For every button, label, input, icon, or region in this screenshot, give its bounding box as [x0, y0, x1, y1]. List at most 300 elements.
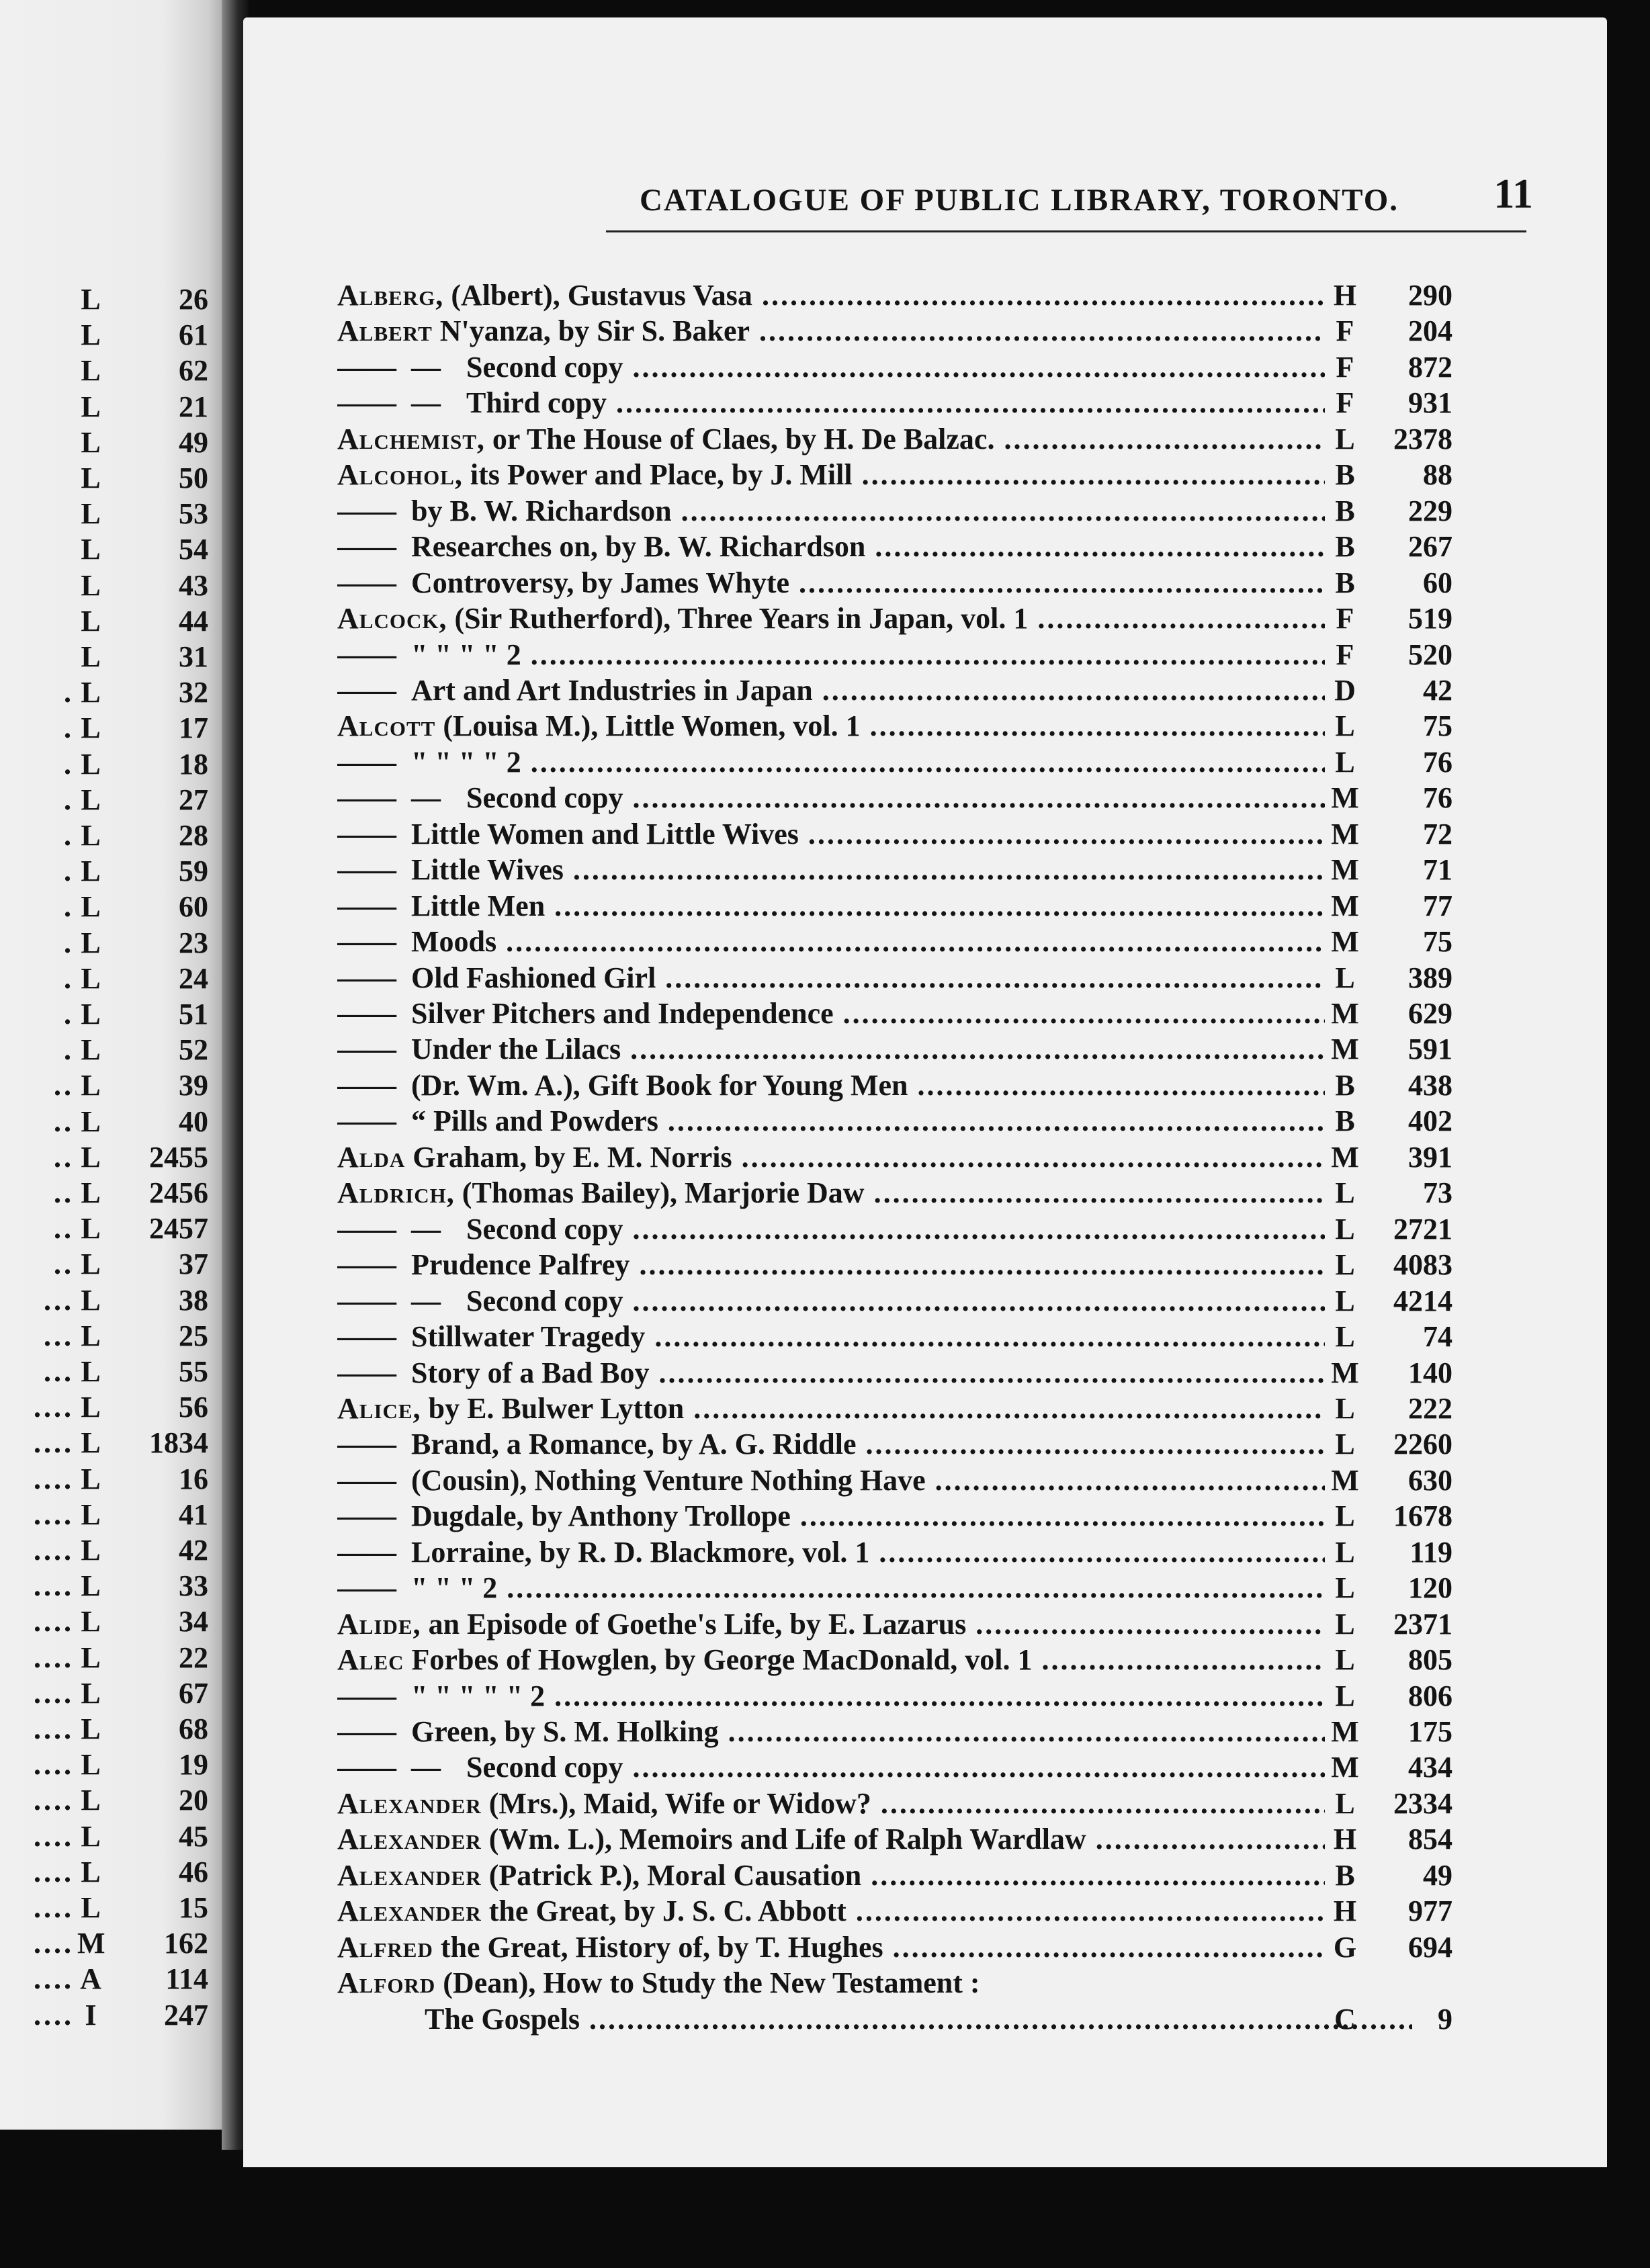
entry-shelf-number: 175	[1408, 1715, 1452, 1748]
ditto-dash: ——	[337, 961, 396, 994]
left-row-class: L	[81, 1676, 101, 1710]
left-page-row	[0, 318, 208, 353]
left-row-number: 27	[179, 783, 208, 816]
left-row-number: 40	[179, 1104, 208, 1138]
entry-shelf-number: 73	[1423, 1176, 1452, 1210]
left-row-class: L	[81, 819, 101, 852]
entry-text: Old Fashioned Girl	[411, 961, 656, 994]
left-row-leader: ....	[34, 1855, 74, 1888]
left-row-number: 20	[179, 1784, 208, 1817]
entry-text: (Albert), Gustavus Vasa	[443, 279, 752, 312]
left-row-leader: .	[64, 783, 74, 816]
entry-text: Prudence Palfrey	[411, 1248, 630, 1282]
left-row-leader: ....	[34, 1962, 74, 1996]
entry-title	[337, 314, 1325, 349]
left-row-leader: ...	[44, 1355, 74, 1388]
left-row-leader: ..	[54, 1140, 74, 1174]
entry-shelf-number: 74	[1423, 1320, 1452, 1354]
ditto-dash: ——	[337, 1679, 396, 1712]
left-row-leader: ....	[34, 1426, 74, 1460]
left-row-number: 31	[179, 640, 208, 673]
entry-shelf-number: 389	[1408, 961, 1452, 994]
entry-title	[337, 817, 1325, 852]
catalogue-entries	[243, 17, 1607, 2167]
entry-lead-word: Alchemist,	[337, 422, 485, 455]
left-row-leader: ...	[44, 1319, 74, 1352]
left-row-class: L	[81, 890, 101, 924]
entry-title	[337, 1607, 1325, 1642]
left-row-number: 62	[179, 354, 208, 388]
ditto-dash: —	[411, 386, 441, 420]
left-page-row	[0, 675, 208, 710]
left-row-number: 56	[179, 1391, 208, 1424]
entry-title	[337, 1643, 1325, 1677]
entry-shelf-number: 977	[1408, 1894, 1452, 1928]
left-page-row	[0, 282, 208, 317]
left-row-leader: ....	[34, 1641, 74, 1674]
entry-text: an Episode of Goethe's Life, by E. Lazarus	[421, 1607, 967, 1641]
entry-class-letter: L	[1335, 1212, 1355, 1246]
entry-title	[337, 1679, 1325, 1714]
entry-class-letter: B	[1335, 1104, 1355, 1138]
catalogue-entry	[337, 745, 1540, 780]
left-page-row	[0, 1533, 208, 1568]
left-row-class: L	[81, 1283, 101, 1317]
left-row-number: 37	[179, 1248, 208, 1281]
left-row-class: L	[81, 1569, 101, 1603]
ditto-dash: ——	[337, 638, 396, 671]
catalogue-entry	[337, 1930, 1540, 1965]
catalogue-entry	[337, 996, 1540, 1031]
catalogue-entry	[337, 1212, 1540, 1247]
left-page-row	[0, 353, 208, 388]
left-row-class: L	[81, 283, 101, 316]
entry-lead-word: Alexander	[337, 1858, 482, 1892]
entry-class-letter: B	[1335, 458, 1355, 492]
left-page-row	[0, 1462, 208, 1497]
left-row-number: 41	[179, 1497, 208, 1531]
left-row-leader: ...	[44, 1283, 74, 1317]
left-row-number: 247	[164, 1998, 208, 2032]
entry-class-letter: B	[1335, 566, 1355, 599]
ditto-dash: ——	[337, 889, 396, 922]
ditto-dash: —	[411, 1284, 441, 1317]
entry-title	[337, 457, 1325, 492]
left-row-class: L	[81, 425, 101, 459]
entry-lead-word: Alice,	[337, 1391, 421, 1425]
left-row-number: 22	[179, 1641, 208, 1674]
entry-shelf-number: 854	[1408, 1823, 1452, 1856]
entry-title	[337, 529, 1325, 564]
left-row-leader: .	[64, 855, 74, 888]
entry-shelf-number: 88	[1423, 458, 1452, 492]
catalogue-entry	[337, 889, 1540, 924]
entry-title	[337, 278, 1325, 313]
catalogue-entry	[337, 422, 1540, 457]
left-row-number: 21	[179, 390, 208, 423]
ditto-dash: ——	[337, 1356, 396, 1389]
entry-text: Lorraine, by R. D. Blackmore, vol. 1	[411, 1535, 870, 1569]
left-page-row	[0, 711, 208, 746]
left-page-row	[0, 568, 208, 603]
left-page-row	[0, 390, 208, 425]
left-row-number: 17	[179, 711, 208, 745]
entry-class-letter: M	[1331, 1463, 1359, 1497]
catalogue-entry	[337, 638, 1540, 672]
left-row-number: 16	[179, 1462, 208, 1495]
left-row-number: 25	[179, 1319, 208, 1352]
left-row-leader: ....	[34, 1784, 74, 1817]
entry-title	[337, 350, 1325, 385]
left-row-number: 19	[179, 1748, 208, 1782]
left-row-number: 43	[179, 568, 208, 602]
entry-class-letter: M	[1331, 1140, 1359, 1174]
entry-class-letter: L	[1335, 1320, 1355, 1354]
catalogue-entry	[337, 1894, 1540, 1929]
left-row-leader: ....	[34, 1998, 74, 2032]
catalogue-entry	[337, 961, 1540, 996]
entry-text: Moods	[411, 925, 497, 959]
left-page-row	[0, 1211, 208, 1246]
entry-class-letter: M	[1331, 817, 1359, 850]
catalogue-entry	[337, 1032, 1540, 1067]
left-page-row	[0, 1783, 208, 1818]
entry-title	[337, 1032, 1325, 1067]
entry-class-letter: L	[1335, 1571, 1355, 1605]
entry-text: “ Pills and Powders	[411, 1104, 658, 1138]
page-number: 11	[1493, 171, 1533, 217]
left-page-row	[0, 1068, 208, 1103]
left-page-row	[0, 1747, 208, 1782]
catalogue-entry	[337, 350, 1540, 385]
left-row-class: L	[81, 1641, 101, 1674]
ditto-dash: ——	[337, 1751, 396, 1784]
entry-text: Brand, a Romance, by A. G. Riddle	[411, 1428, 857, 1461]
entry-class-letter: F	[1336, 314, 1354, 348]
catalogue-entry	[337, 457, 1540, 492]
left-page-row	[0, 926, 208, 961]
catalogue-entry	[337, 1104, 1540, 1139]
entry-class-letter: B	[1335, 1068, 1355, 1102]
ditto-dash: —	[411, 350, 441, 384]
entry-shelf-number: 290	[1408, 279, 1452, 312]
ditto-dash: ——	[337, 817, 396, 850]
catalogue-entry	[337, 2002, 1540, 2037]
left-row-leader: ..	[54, 1248, 74, 1281]
entry-text: (Patrick P.), Moral Causation	[481, 1858, 862, 1892]
entry-class-letter: F	[1336, 386, 1354, 420]
left-page-row	[0, 1604, 208, 1639]
entry-title	[337, 386, 1325, 421]
entry-title	[337, 1319, 1325, 1354]
entry-text: by E. Bulwer Lytton	[421, 1391, 685, 1425]
catalogue-entry	[337, 278, 1540, 313]
entry-lead-word: Alberg,	[337, 279, 444, 312]
left-row-class: L	[81, 497, 101, 531]
entry-shelf-number: 591	[1408, 1033, 1452, 1066]
entry-class-letter: B	[1335, 494, 1355, 527]
entry-title	[337, 1966, 1325, 2001]
entry-class-letter: L	[1335, 1607, 1355, 1641]
left-page-row	[0, 604, 208, 639]
entry-title	[337, 996, 1325, 1031]
entry-class-letter: M	[1331, 781, 1359, 815]
entry-lead-word: Alcott	[337, 709, 436, 743]
entry-text: Art and Art Industries in Japan	[411, 673, 813, 707]
entry-shelf-number: 222	[1408, 1391, 1452, 1425]
entry-lead-word: Alexander	[337, 1786, 482, 1820]
catalogue-entry	[337, 1319, 1540, 1354]
left-page-row	[0, 532, 208, 567]
entry-shelf-number: 1678	[1393, 1499, 1452, 1533]
entry-lead-word: Alec	[337, 1643, 404, 1677]
ditto-dash: ——	[337, 745, 396, 779]
entry-class-letter: L	[1335, 1428, 1355, 1461]
entry-shelf-number: 806	[1408, 1679, 1452, 1712]
left-page-row	[0, 1641, 208, 1675]
left-row-class: L	[81, 604, 101, 638]
entry-class-letter: M	[1331, 889, 1359, 922]
entry-class-letter: L	[1335, 745, 1355, 779]
left-row-number: 54	[179, 533, 208, 566]
entry-title	[337, 422, 1325, 457]
entry-shelf-number: 60	[1423, 566, 1452, 599]
left-row-number: 39	[179, 1069, 208, 1102]
left-row-leader: .	[64, 819, 74, 852]
entry-title	[337, 1068, 1325, 1103]
left-row-leader: ....	[34, 1712, 74, 1745]
entry-class-letter: M	[1331, 853, 1359, 887]
entry-shelf-number: 42	[1423, 673, 1452, 707]
left-row-class: L	[81, 640, 101, 673]
entry-text: (Thomas Bailey), Marjorie Daw	[454, 1176, 865, 1210]
left-row-class: L	[81, 1104, 101, 1138]
entry-lead-word: Alexander	[337, 1823, 482, 1856]
left-row-leader: .	[64, 926, 74, 959]
entry-lead-word: Aldrich,	[337, 1176, 455, 1210]
entry-lead-word: Albert	[337, 314, 433, 348]
ditto-dash: —	[411, 781, 441, 815]
entry-shelf-number: 2378	[1393, 422, 1452, 455]
entry-lead-word: Alfred	[337, 1930, 433, 1964]
entry-shelf-number: 204	[1408, 314, 1452, 348]
entry-text: Researches on, by B. W. Richardson	[411, 530, 866, 564]
entry-class-letter: M	[1331, 925, 1359, 959]
entry-title	[337, 1284, 1325, 1319]
left-row-class: L	[81, 1712, 101, 1745]
entry-shelf-number: 76	[1423, 745, 1452, 779]
entry-text: Forbes of Howglen, by George MacDonald, vol. 1	[404, 1643, 1033, 1677]
entry-title	[337, 1140, 1325, 1175]
entry-shelf-number: 629	[1408, 997, 1452, 1030]
entry-text: Graham, by E. M. Norris	[405, 1140, 732, 1174]
entry-text: its Power and Place, by J. Mill	[462, 458, 853, 492]
left-row-class: L	[81, 855, 101, 888]
entry-class-letter: L	[1335, 1499, 1355, 1533]
ditto-dash: ——	[337, 1284, 396, 1317]
catalogue-entry	[337, 817, 1540, 852]
left-page-row	[0, 889, 208, 924]
catalogue-entry	[337, 1499, 1540, 1534]
entry-shelf-number: 9	[1438, 2002, 1452, 2036]
entry-title	[337, 781, 1325, 816]
left-page-row	[0, 1247, 208, 1282]
left-row-class: L	[81, 1497, 101, 1531]
catalogue-entry	[337, 673, 1540, 708]
entry-text: N'yanza, by Sir S. Baker	[432, 314, 750, 348]
left-row-number: 50	[179, 462, 208, 494]
entry-shelf-number: 438	[1408, 1068, 1452, 1102]
entry-text: Silver Pitchers and Independence	[411, 997, 834, 1030]
left-row-number: 38	[179, 1283, 208, 1317]
entry-shelf-number: 2721	[1393, 1212, 1452, 1246]
left-row-number: 2457	[149, 1212, 208, 1246]
left-page-fragment	[0, 0, 232, 2130]
left-row-leader: ....	[34, 1927, 74, 1960]
left-row-class: L	[81, 1319, 101, 1352]
catalogue-entry	[337, 1535, 1540, 1570]
catalogue-entry	[337, 1679, 1540, 1714]
entry-class-letter: L	[1335, 1679, 1355, 1712]
left-row-class: L	[81, 747, 101, 781]
entry-lead-word: Alexander	[337, 1894, 482, 1928]
ditto-dash: ——	[337, 494, 396, 527]
left-page-row	[0, 1390, 208, 1425]
entry-shelf-number: 520	[1408, 638, 1452, 671]
entry-text: The Gospels	[425, 2002, 580, 2036]
entry-shelf-number: 391	[1408, 1140, 1452, 1174]
entry-class-letter: G	[1333, 1930, 1357, 1964]
left-row-leader: ....	[34, 1676, 74, 1710]
entry-class-letter: M	[1331, 997, 1359, 1030]
entry-class-letter: H	[1333, 1894, 1357, 1928]
entry-title	[337, 1356, 1325, 1391]
ditto-dash: ——	[337, 1320, 396, 1354]
entry-shelf-number: 77	[1423, 889, 1452, 922]
left-row-leader: .	[64, 998, 74, 1031]
entry-text: Controversy, by James Whyte	[411, 566, 790, 599]
entry-class-letter: C	[1334, 2002, 1356, 2036]
left-row-number: 24	[179, 961, 208, 995]
entry-text: (Dean), How to Study the New Testament :	[435, 1966, 980, 2000]
left-row-class: L	[81, 1605, 101, 1639]
left-row-class: L	[81, 1248, 101, 1281]
entry-shelf-number: 4083	[1393, 1248, 1452, 1282]
ditto-dash: ——	[337, 1033, 396, 1066]
left-row-number: 61	[179, 318, 208, 352]
catalogue-entry	[337, 1140, 1540, 1175]
catalogue-entry	[337, 1607, 1540, 1642]
ditto-dash: —	[411, 1212, 441, 1246]
left-row-number: 162	[164, 1927, 208, 1960]
entry-class-letter: M	[1331, 1033, 1359, 1066]
entry-class-letter: L	[1335, 1284, 1355, 1317]
left-row-class: L	[81, 462, 101, 494]
entry-text: Second copy	[466, 781, 623, 815]
entry-title	[337, 673, 1325, 708]
entry-text: Stillwater Tragedy	[411, 1320, 646, 1354]
ditto-dash: ——	[337, 1499, 396, 1533]
left-row-number: 23	[179, 926, 208, 959]
left-row-class: L	[81, 1140, 101, 1174]
left-page-row	[0, 854, 208, 889]
left-page-row	[0, 1283, 208, 1318]
entry-title	[337, 745, 1325, 780]
left-row-leader: .	[64, 890, 74, 924]
left-row-class: L	[81, 961, 101, 995]
left-page-row	[0, 1676, 208, 1711]
entry-lead-word: Alcohol,	[337, 458, 463, 492]
left-page-row	[0, 1426, 208, 1460]
entry-class-letter: H	[1333, 1823, 1357, 1856]
entry-text: (Cousin), Nothing Venture Nothing Have	[411, 1463, 926, 1497]
entry-shelf-number: 2334	[1393, 1786, 1452, 1820]
left-page-row	[0, 961, 208, 996]
entry-title	[337, 1212, 1325, 1247]
entry-text: Green, by S. M. Holking	[411, 1715, 719, 1748]
entry-shelf-number: 4214	[1393, 1284, 1452, 1317]
entry-title	[337, 1248, 1325, 1282]
entry-text: Little Men	[411, 889, 546, 922]
left-row-number: 1834	[149, 1426, 208, 1460]
left-page-row	[0, 1712, 208, 1747]
entry-shelf-number: 519	[1408, 602, 1452, 636]
left-row-number: 114	[165, 1962, 208, 1996]
ditto-dash: ——	[337, 1535, 396, 1569]
left-row-class: L	[81, 354, 101, 388]
left-row-class: L	[81, 1176, 101, 1209]
left-row-number: 49	[179, 425, 208, 459]
left-row-leader: ..	[54, 1176, 74, 1209]
entry-class-letter: L	[1335, 1176, 1355, 1210]
left-row-class: L	[81, 998, 101, 1031]
left-page-row	[0, 997, 208, 1032]
left-row-number: 26	[179, 283, 208, 316]
left-row-class: L	[81, 1891, 101, 1924]
left-row-number: 53	[179, 497, 208, 531]
left-row-number: 52	[179, 1033, 208, 1067]
entry-title	[337, 889, 1325, 924]
entry-text: Second copy	[466, 1284, 623, 1317]
left-row-leader: .	[64, 711, 74, 745]
entry-text: or The House of Claes, by H. De Balzac.	[484, 422, 995, 455]
entry-text: Second copy	[466, 350, 623, 384]
left-row-number: 44	[179, 604, 208, 638]
left-page-row	[0, 1819, 208, 1854]
left-row-class: L	[81, 390, 101, 423]
entry-class-letter: L	[1335, 422, 1355, 455]
entry-shelf-number: 402	[1408, 1104, 1452, 1138]
left-page-row	[0, 1104, 208, 1139]
entry-text: " " " " 2	[411, 745, 521, 779]
entry-lead-word: Alda	[337, 1140, 406, 1174]
entry-title	[337, 1858, 1325, 1893]
ditto-dash: ——	[337, 781, 396, 815]
ditto-dash: —	[411, 1751, 441, 1784]
entry-text: Second copy	[466, 1212, 623, 1246]
entry-class-letter: B	[1335, 1858, 1355, 1892]
entry-class-letter: F	[1336, 602, 1354, 636]
entry-class-letter: L	[1335, 1391, 1355, 1425]
entry-lead-word: Alide,	[337, 1607, 421, 1641]
entry-title	[337, 1894, 1325, 1929]
entry-title	[337, 1535, 1325, 1570]
catalogue-entry	[337, 1463, 1540, 1498]
left-row-class: L	[81, 1355, 101, 1388]
left-row-leader: ....	[34, 1462, 74, 1495]
entry-title	[337, 1714, 1325, 1749]
left-page-row	[0, 1926, 208, 1961]
